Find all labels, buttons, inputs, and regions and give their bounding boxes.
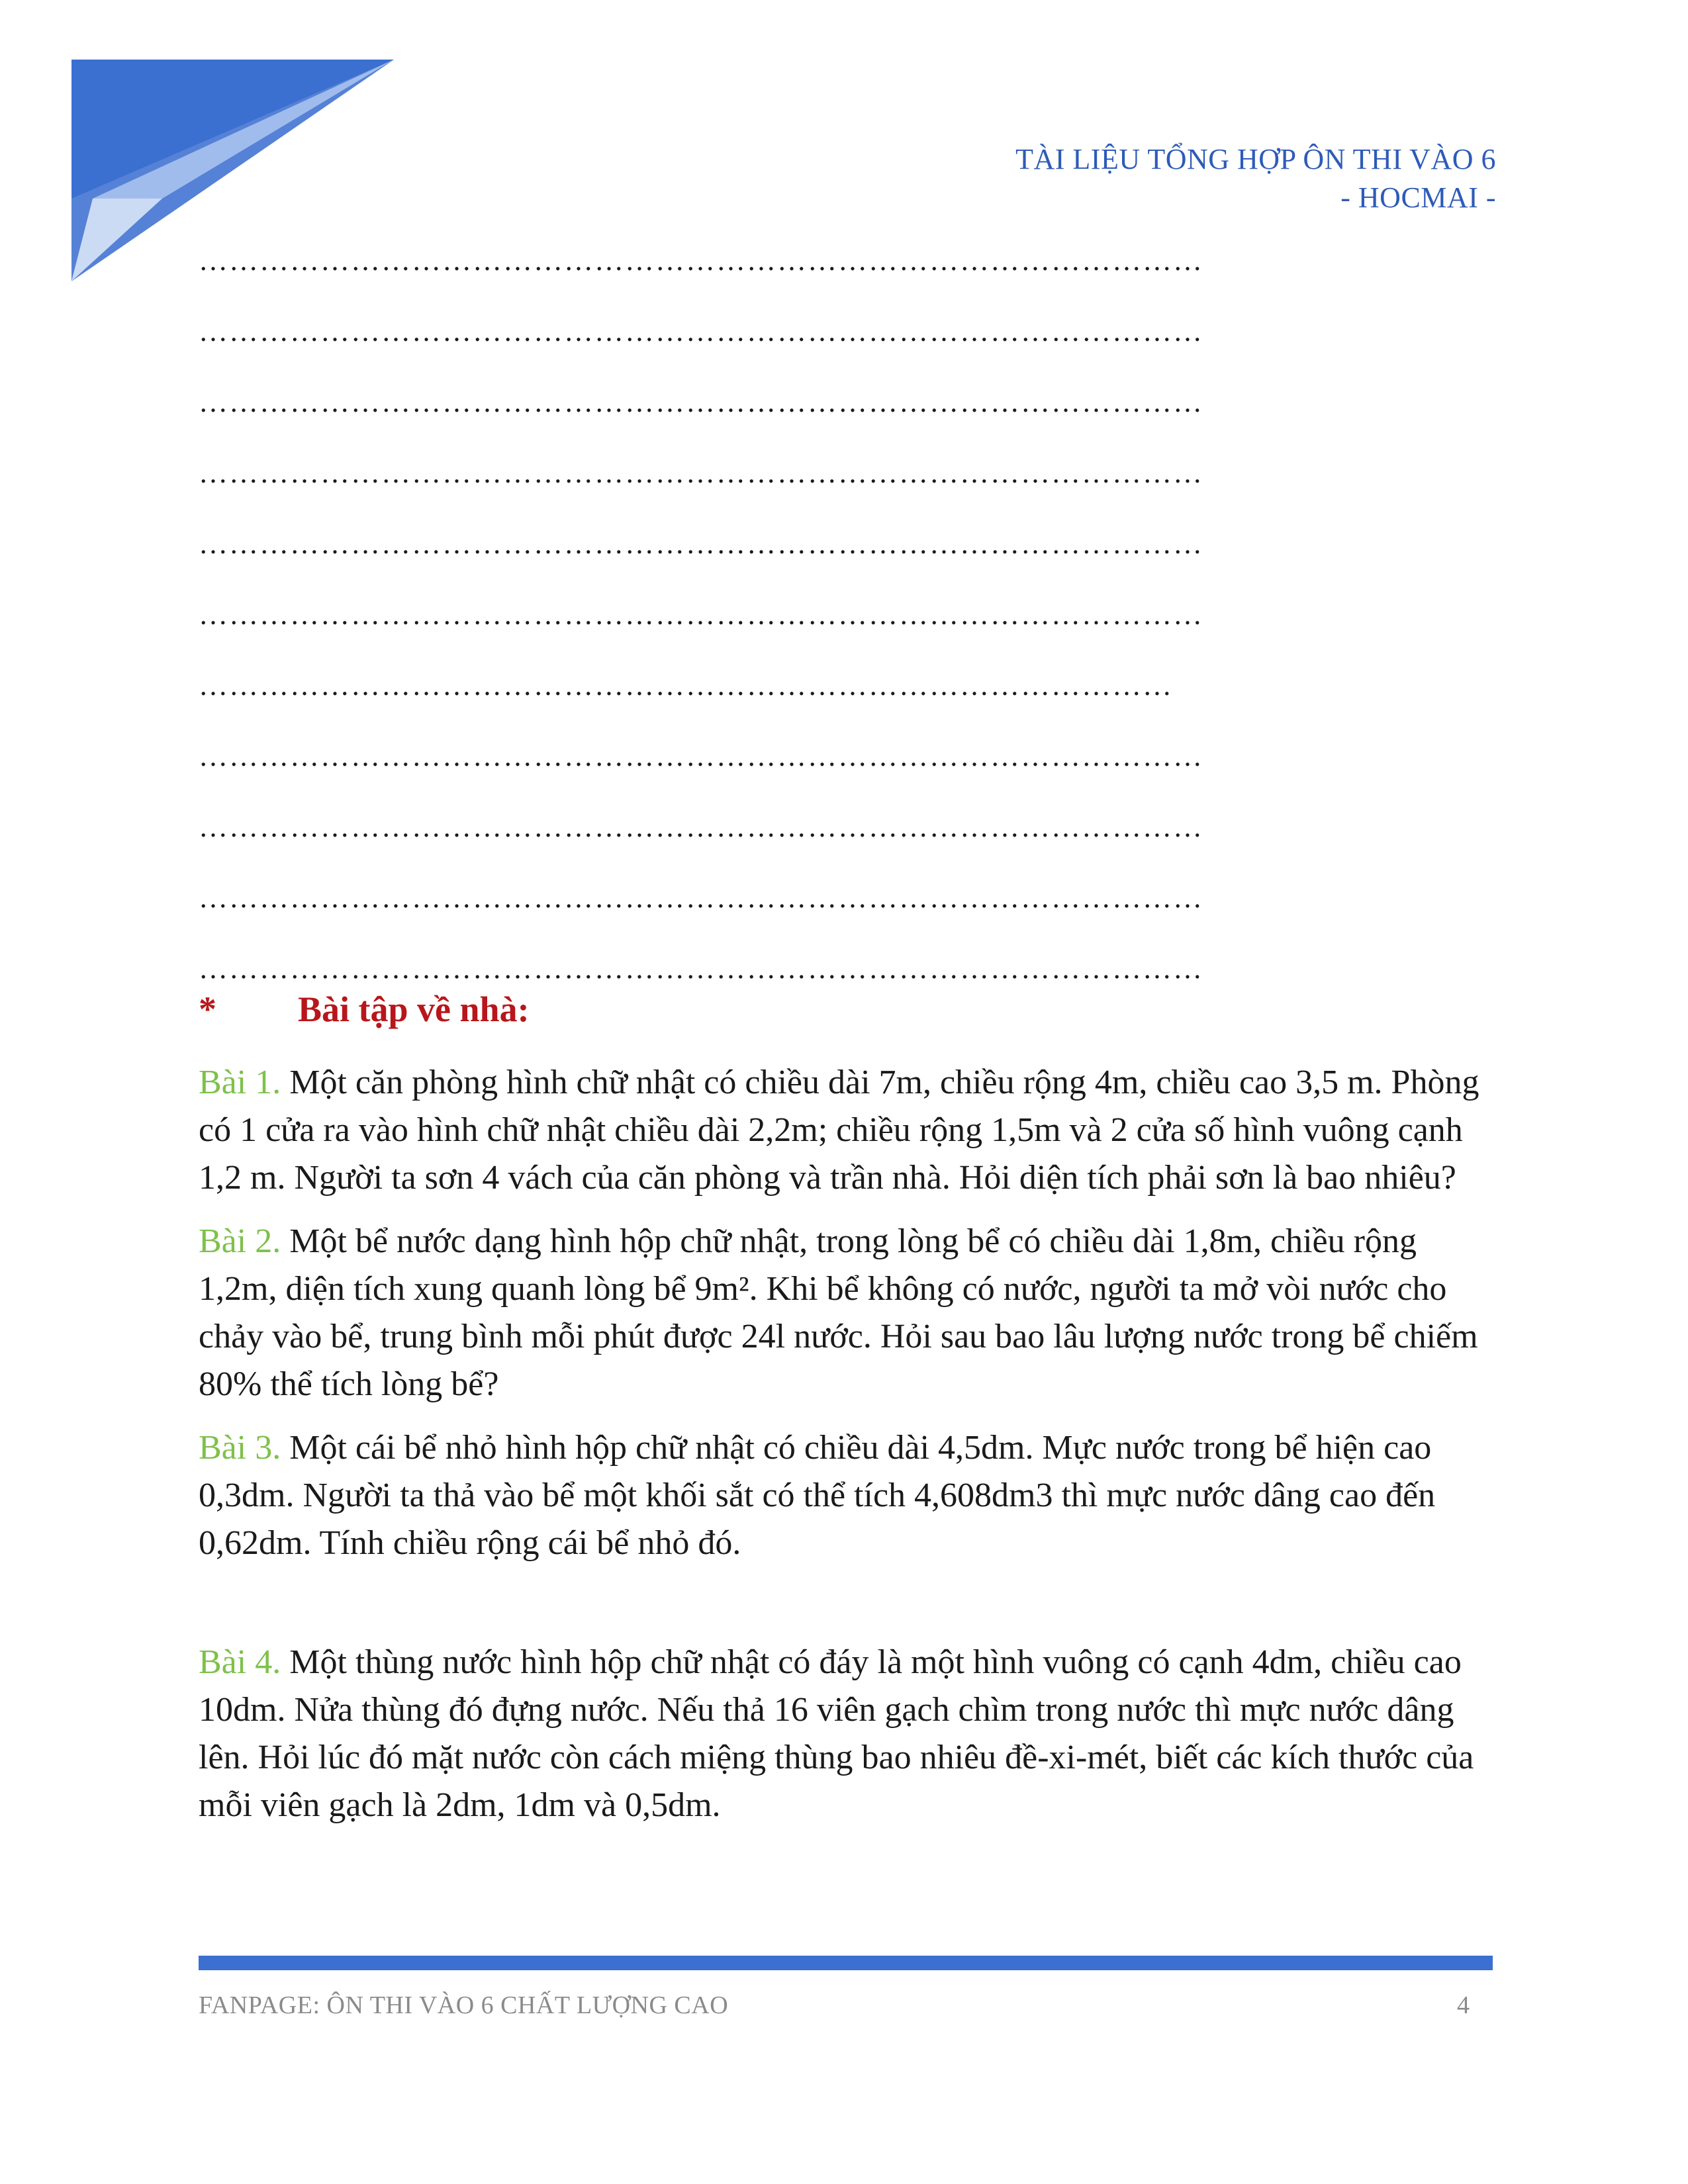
exercise-text: Một cái bể nhỏ hình hộp chữ nhật có chiều dài 4,5dm. Mực nước trong bể hiện cao 0,3dm. Người ta thả vào bể một khối sắt có thể tích 4,608dm3 thì mực nước dâng cao đến 0,62dm. Tính chiều rộng cái bể nhỏ đó. (199, 1429, 1436, 1562)
answer-line: ……………………………………………………………………………………… (199, 244, 1203, 277)
exercise-2 (199, 1218, 1496, 1408)
answer-line: ……………………………………………………………………………………… (199, 457, 1203, 489)
exercise-list (199, 1059, 1496, 1845)
answer-line: ……………………………………………………………………………………… (199, 882, 1203, 914)
homework-heading (199, 986, 530, 1032)
answer-lines (199, 225, 1489, 1004)
answer-line: ……………………………………………………………………………………… (199, 598, 1203, 631)
exercise-text: Một thùng nước hình hộp chữ nhật có đáy là một hình vuông có cạnh 4dm, chiều cao 10dm. Nửa thùng đó đựng nước. Nếu thả 16 viên gạch chìm trong nước thì mực nước dâng lên. Hỏi lúc đó mặt nước còn cách miệng thùng bao nhiêu đề-xi-mét, biết các kích thước của mỗi viên gạch là 2dm, 1dm và 0,5dm. (199, 1643, 1474, 1824)
document-header (1015, 140, 1496, 217)
exercise-1 (199, 1059, 1496, 1202)
answer-line: ……………………………………………………………………………………… (199, 952, 1203, 985)
exercise-label: Bài 1. (199, 1064, 281, 1101)
exercise-text: Một căn phòng hình chữ nhật có chiều dài 7m, chiều rộng 4m, chiều cao 3,5 m. Phòng có 1 cửa ra vào hình chữ nhật chiều dài 2,2m; chiều rộng 1,5m và 2 cửa số hình vuông cạnh 1,2 m. Người ta sơn 4 vách của căn phòng và trần nhà. Hỏi diện tích phải sơn là bao nhiêu? (199, 1064, 1479, 1197)
homework-title: Bài tập về nhà: (298, 989, 530, 1029)
answer-line: ……………………………………………………………………………………… (199, 811, 1203, 843)
exercise-text: Một bể nước dạng hình hộp chữ nhật, trong lòng bể có chiều dài 1,8m, chiều rộng 1,2m, diện tích xung quanh lòng bể 9m². Khi bể không có nước, người ta mở vòi nước cho chảy vào bể, trung bình mỗi phút được 24l nước. Hỏi sau bao lâu lượng nước trong bể chiếm 80% thể tích lòng bể? (199, 1222, 1478, 1403)
answer-line: …………………………………………………………………………………… (199, 669, 1173, 702)
answer-line: ……………………………………………………………………………………… (199, 315, 1203, 347)
footer-divider (199, 1956, 1493, 1970)
answer-line: ……………………………………………………………………………………… (199, 386, 1203, 418)
exercise-4 (199, 1639, 1496, 1829)
answer-line: ……………………………………………………………………………………… (199, 527, 1203, 560)
exercise-label: Bài 4. (199, 1643, 281, 1681)
exercise-3 (199, 1424, 1496, 1567)
header-title: TÀI LIỆU TỔNG HỢP ÔN THI VÀO 6 (1015, 143, 1496, 175)
footer-fanpage: FANPAGE: ÔN THI VÀO 6 CHẤT LƯỢNG CAO (199, 1991, 729, 2019)
answer-line: ……………………………………………………………………………………… (199, 740, 1203, 772)
page-number: 4 (1457, 1991, 1470, 2019)
exercise-label: Bài 2. (199, 1222, 281, 1260)
bullet-star: * (199, 989, 216, 1029)
header-subtitle: - HOCMAI - (1340, 181, 1496, 214)
exercise-label: Bài 3. (199, 1429, 281, 1467)
